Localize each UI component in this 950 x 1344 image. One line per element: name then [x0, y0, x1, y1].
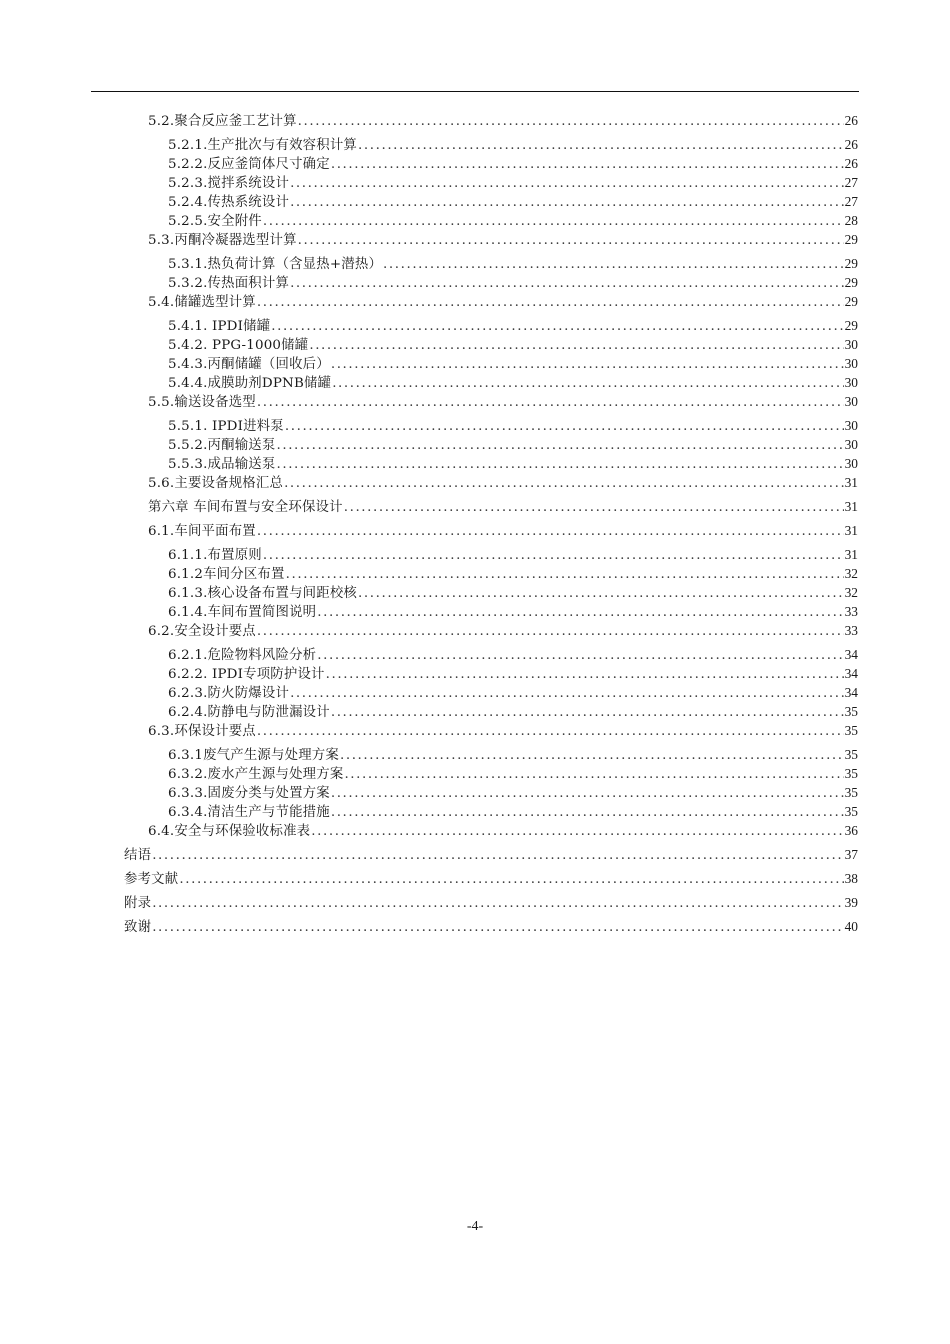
toc-entry[interactable]	[168, 174, 858, 192]
toc-entry-page: 32	[844, 566, 858, 581]
toc-entry-page: 37	[844, 847, 858, 862]
toc-entry[interactable]	[168, 255, 858, 273]
toc-entry[interactable]	[168, 274, 858, 292]
toc-entry-page: 29	[844, 232, 858, 247]
toc-entry[interactable]	[168, 803, 858, 821]
toc-entry-label: 6.1.2车间分区布置	[168, 567, 285, 582]
toc-entry-page: 29	[844, 275, 858, 290]
toc-entry-label: 结语	[124, 848, 152, 863]
toc-entry-label: 6.2.安全设计要点	[148, 624, 256, 639]
toc-dot-leader	[290, 194, 844, 211]
toc-dot-leader	[257, 523, 844, 540]
toc-dot-leader	[311, 823, 843, 840]
toc-entry-label: 6.2.2. IPDI专项防护设计	[168, 667, 325, 682]
toc-dot-leader	[358, 585, 844, 602]
toc-entry-label: 5.3.2.传热面积计算	[168, 276, 290, 291]
toc-entry[interactable]	[168, 546, 858, 564]
toc-entry-page: 34	[844, 647, 858, 662]
toc-entry-label: 5.2.聚合反应釜工艺计算	[148, 114, 297, 129]
toc-entry[interactable]	[168, 355, 858, 373]
toc-dot-leader	[317, 647, 843, 664]
toc-entry-label: 5.4.1. IPDI储罐	[168, 319, 271, 334]
toc-entry-label: 6.3.2.废水产生源与处理方案	[168, 767, 344, 782]
header-rule	[91, 91, 859, 92]
toc-dot-leader	[344, 499, 844, 516]
toc-entry-page: 33	[844, 604, 858, 619]
toc-dot-leader	[286, 566, 844, 583]
toc-entry[interactable]	[168, 417, 858, 435]
toc-entry[interactable]	[168, 436, 858, 454]
toc-entry[interactable]	[148, 522, 858, 540]
toc-entry-label: 5.5.1. IPDI进料泵	[168, 419, 284, 434]
toc-dot-leader	[331, 156, 844, 173]
toc-entry[interactable]	[148, 822, 858, 840]
toc-dot-leader	[152, 847, 843, 864]
toc-dot-leader	[290, 275, 844, 292]
toc-entry[interactable]	[124, 846, 858, 864]
toc-entry[interactable]	[168, 584, 858, 602]
toc-entry-page: 29	[844, 256, 858, 271]
toc-entry-page: 26	[844, 137, 858, 152]
toc-dot-leader	[285, 418, 844, 435]
toc-entry-label: 5.4.3.丙酮储罐（回收后）	[168, 357, 330, 372]
toc-entry-label: 5.4.储罐选型计算	[148, 295, 256, 310]
toc-entry-page: 29	[844, 318, 858, 333]
toc-entry-page: 29	[844, 294, 858, 309]
toc-entry-page: 35	[844, 723, 858, 738]
toc-entry[interactable]	[148, 112, 858, 130]
toc-entry-label: 第六章 车间布置与安全环保设计	[148, 500, 343, 515]
toc-dot-leader	[331, 704, 844, 721]
toc-entry[interactable]	[168, 765, 858, 783]
toc-entry[interactable]	[148, 231, 858, 249]
toc-dot-leader	[331, 785, 844, 802]
toc-entry-label: 6.3.环保设计要点	[148, 724, 256, 739]
toc-entry-page: 28	[844, 213, 858, 228]
toc-dot-leader	[290, 175, 844, 192]
toc-entry-page: 27	[844, 175, 858, 190]
toc-entry[interactable]	[168, 684, 858, 702]
toc-entry-label: 6.3.4.清洁生产与节能措施	[168, 805, 330, 820]
toc-entry-label: 5.5.3.成品输送泵	[168, 457, 276, 472]
toc-dot-leader	[263, 213, 844, 230]
toc-entry[interactable]	[168, 746, 858, 764]
toc-entry-label: 5.4.2. PPG-1000储罐	[168, 338, 309, 353]
toc-dot-leader	[383, 256, 844, 273]
toc-entry-label: 6.1.1.布置原则	[168, 548, 262, 563]
toc-dot-leader	[276, 437, 843, 454]
toc-dot-leader	[276, 456, 843, 473]
toc-dot-leader	[317, 604, 843, 621]
toc-dot-leader	[271, 318, 843, 335]
toc-entry-page: 31	[844, 475, 858, 490]
toc-entry-label: 5.6.主要设备规格汇总	[148, 476, 284, 491]
toc-entry-page: 30	[844, 437, 858, 452]
toc-entry[interactable]	[148, 393, 858, 411]
toc-entry-page: 30	[844, 456, 858, 471]
toc-entry[interactable]	[124, 870, 858, 888]
toc-entry-label: 6.3.3.固废分类与处置方案	[168, 786, 330, 801]
toc-entry[interactable]	[168, 455, 858, 473]
toc-dot-leader	[298, 232, 844, 249]
toc-entry[interactable]	[168, 703, 858, 721]
toc-entry-page: 30	[844, 356, 858, 371]
toc-entry-page: 35	[844, 704, 858, 719]
toc-dot-leader	[284, 475, 844, 492]
toc-entry-label: 6.1.车间平面布置	[148, 524, 256, 539]
toc-dot-leader	[340, 747, 844, 764]
toc-entry[interactable]	[124, 918, 858, 936]
toc-entry[interactable]	[148, 622, 858, 640]
toc-entry-label: 6.1.4.车间布置简图说明	[168, 605, 317, 620]
toc-dot-leader	[332, 375, 843, 392]
toc-entry-page: 30	[844, 337, 858, 352]
toc-entry-label: 6.2.3.防火防爆设计	[168, 686, 290, 701]
toc-entry-label: 致谢	[124, 920, 152, 935]
toc-entry-page: 27	[844, 194, 858, 209]
toc-entry-page: 35	[844, 785, 858, 800]
toc-entry-page: 40	[844, 919, 858, 934]
toc-entry-label: 6.3.1废气产生源与处理方案	[168, 748, 339, 763]
toc-entry-label: 附录	[124, 896, 152, 911]
toc-entry-label: 6.4.安全与环保验收标准表	[148, 824, 311, 839]
toc-entry[interactable]	[168, 317, 858, 335]
toc-dot-leader	[257, 294, 844, 311]
toc-entry-page: 35	[844, 766, 858, 781]
toc-entry[interactable]	[168, 136, 858, 154]
toc-entry-page: 33	[844, 623, 858, 638]
toc-dot-leader	[152, 895, 843, 912]
toc-dot-leader	[298, 113, 844, 130]
toc-dot-leader	[331, 804, 844, 821]
toc-entry-label: 5.5.输送设备选型	[148, 395, 256, 410]
toc-entry-label: 参考文献	[124, 872, 179, 887]
toc-entry-page: 35	[844, 804, 858, 819]
toc-entry[interactable]	[168, 193, 858, 211]
toc-entry-label: 5.3.丙酮冷凝器选型计算	[148, 233, 297, 248]
toc-entry[interactable]	[168, 646, 858, 664]
toc-entry-label: 5.2.1.生产批次与有效容积计算	[168, 138, 358, 153]
toc-dot-leader	[263, 547, 844, 564]
toc-entry-page: 26	[844, 156, 858, 171]
toc-entry-page: 26	[844, 113, 858, 128]
toc-entry[interactable]	[168, 784, 858, 802]
toc-entry[interactable]	[168, 336, 858, 354]
toc-entry-label: 6.2.4.防静电与防泄漏设计	[168, 705, 330, 720]
toc-entry-label: 5.4.4.成膜助剂DPNB储罐	[168, 376, 332, 391]
toc-entry-page: 30	[844, 418, 858, 433]
toc-entry[interactable]	[168, 212, 858, 230]
toc-entry-label: 5.2.3.搅拌系统设计	[168, 176, 290, 191]
toc-entry-label: 5.3.1.热负荷计算（含显热+潜热）	[168, 257, 383, 272]
toc-entry-page: 35	[844, 747, 858, 762]
toc-dot-leader	[358, 137, 844, 154]
toc-dot-leader	[326, 666, 844, 683]
toc-entry-page: 39	[844, 895, 858, 910]
toc-entry[interactable]	[168, 374, 858, 392]
toc-entry-page: 34	[844, 666, 858, 681]
toc-entry[interactable]	[148, 474, 858, 492]
toc-dot-leader	[309, 337, 843, 354]
toc-dot-leader	[257, 623, 844, 640]
toc-dot-leader	[344, 766, 843, 783]
toc-entry[interactable]	[148, 498, 858, 516]
toc-entry-page: 31	[844, 523, 858, 538]
page-number: -4-	[466, 1219, 484, 1234]
toc-dot-leader	[152, 919, 843, 936]
toc-entry[interactable]	[168, 565, 858, 583]
toc-entry-label: 5.5.2.丙酮输送泵	[168, 438, 276, 453]
toc-dot-leader	[257, 394, 844, 411]
toc-entry-page: 32	[844, 585, 858, 600]
toc-entry[interactable]	[148, 293, 858, 311]
toc-entry[interactable]	[148, 722, 858, 740]
toc-dot-leader	[179, 871, 843, 888]
toc-dot-leader	[290, 685, 844, 702]
toc-entry-page: 36	[844, 823, 858, 838]
toc-dot-leader	[331, 356, 844, 373]
toc-entry-page: 34	[844, 685, 858, 700]
toc-entry[interactable]	[124, 894, 858, 912]
toc-entry-label: 5.2.5.安全附件	[168, 214, 262, 229]
toc-entry-label: 5.2.4.传热系统设计	[168, 195, 290, 210]
toc-entry-label: 6.2.1.危险物料风险分析	[168, 648, 317, 663]
toc-entry[interactable]	[168, 155, 858, 173]
toc-entry-page: 30	[844, 375, 858, 390]
toc-entry-page: 38	[844, 871, 858, 886]
toc-entry-label: 6.1.3.核心设备布置与间距校核	[168, 586, 358, 601]
toc-dot-leader	[257, 723, 844, 740]
toc-entry[interactable]	[168, 603, 858, 621]
toc-entry-page: 31	[844, 547, 858, 562]
toc-entry-page: 30	[844, 394, 858, 409]
toc-entry[interactable]	[168, 665, 858, 683]
toc-entry-label: 5.2.2.反应釜筒体尺寸确定	[168, 157, 330, 172]
toc-entry-page: 31	[844, 499, 858, 514]
